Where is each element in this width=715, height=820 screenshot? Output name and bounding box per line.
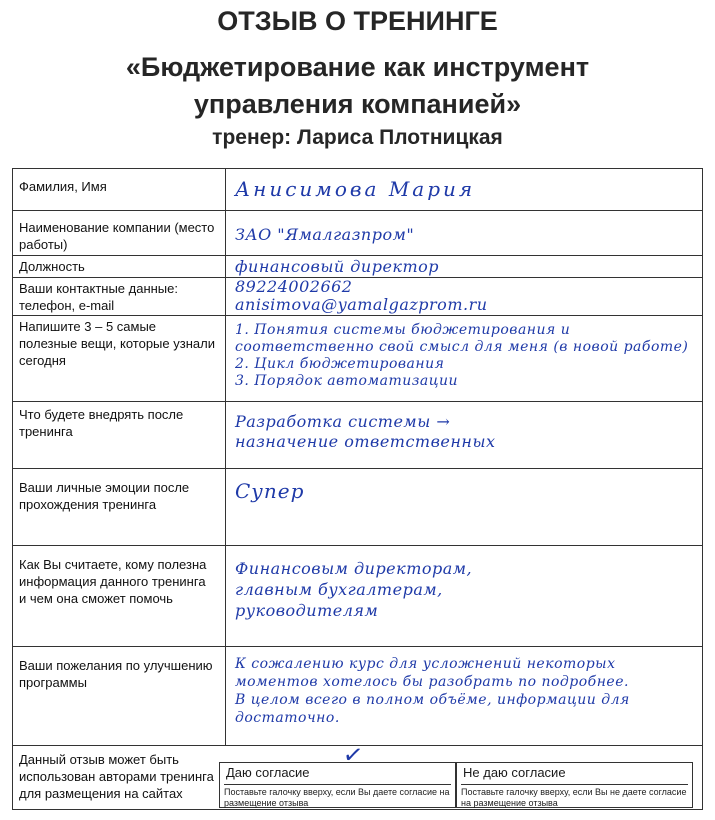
consent-yes-label: Даю согласие [226, 765, 310, 780]
answer-company[interactable]: ЗАО "Ямалгазпром" [235, 225, 415, 244]
consent-no-label: Не даю согласие [463, 765, 566, 780]
checkmark-icon: ✓ [341, 740, 365, 771]
answer-wishes[interactable]: К сожалению курс для усложнений некоторых моментов хотелось бы разобрать по подробнее. В целом всего в полном объёме, информации для достаточно. [235, 656, 630, 726]
row-label: Что будете внедрять после тренинга [19, 407, 184, 439]
row-useful-things [13, 315, 702, 402]
row-label: Ваши личные эмоции после прохождения тренинга [19, 480, 190, 512]
row-position [13, 255, 702, 278]
row-implement [13, 401, 702, 469]
row-name [13, 169, 702, 210]
row-wishes [13, 646, 702, 746]
answer-name[interactable]: Анисимова Мария [235, 177, 476, 201]
row-label: Напишите 3 – 5 самые полезные вещи, которые узнали сегодня [19, 319, 215, 368]
answer-useful-for[interactable]: Финансовым директорам, главным бухгалтерам, руководителям [235, 559, 473, 620]
consent-no-note: Поставьте галочку вверху, если Вы не даете согласие на размещение отзыва [461, 784, 688, 809]
feedback-form-table [12, 168, 703, 810]
row-label: Как Вы считаете, кому полезна информация данного тренинга и чем она сможет помочь [19, 557, 207, 606]
consent-yes-note: Поставьте галочку вверху, если Вы даете согласие на размещение отзыва [224, 784, 451, 809]
row-company [13, 210, 702, 256]
answer-contacts[interactable]: 89224002662 anisimova@yamalgazprom.ru [235, 277, 488, 314]
row-contacts [13, 277, 702, 316]
title-line-1: ОТЗЫВ О ТРЕНИНГЕ [217, 6, 498, 36]
row-label: Данный отзыв может быть использован авторами тренинга для размещения на сайтах [19, 752, 214, 801]
row-label: Ваши контактные данные: телефон, e-mail [19, 281, 178, 313]
answer-position[interactable]: финансовый директор [235, 257, 440, 276]
title-line-3: управления компанией» [193, 89, 522, 119]
row-label: Ваши пожелания по улучшению программы [19, 658, 213, 690]
trainer-line: тренер: Лариса Плотницкая [212, 126, 503, 149]
answer-implement[interactable]: Разработка системы → назначение ответственных [235, 412, 496, 451]
consent-yes-box[interactable] [219, 762, 456, 808]
answer-emotions[interactable]: Супер [235, 479, 305, 503]
consent-no-box[interactable] [456, 762, 693, 808]
title-line-2: «Бюджетирование как инструмент [125, 52, 590, 82]
row-label: Фамилия, Имя [19, 179, 107, 194]
answer-useful-things[interactable]: 1. Понятия системы бюджетирования и соответственно свой смысл для меня (в новой работе) 2. Цикл бюджетирования 3. Порядок автоматизации [235, 322, 689, 389]
row-label: Должность [19, 259, 85, 274]
row-emotions [13, 468, 702, 546]
row-useful-for [13, 545, 702, 647]
row-label: Наименование компании (место работы) [19, 220, 215, 252]
